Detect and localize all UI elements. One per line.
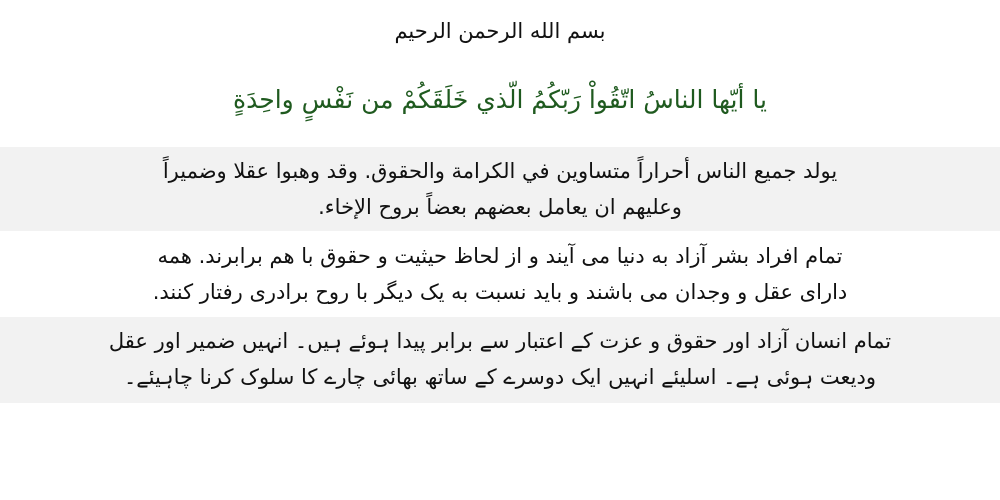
paragraph-urdu [0, 317, 1000, 403]
paragraph-arabic-line-1: يولد جميع الناس أحراراً متساوين في الكرامة والحقوق. وقد وهبوا عقلا وضميراً [162, 159, 838, 183]
paragraph-persian-line-1: تمام افراد بشر آزاد به دنيا می آيند و از لحاظ حيثيت و حقوق با هم برابرند. همه [157, 244, 843, 268]
paragraph-persian-line-2: دارای عقل و وجدان می باشند و بايد نسبت به يک ديگر با روح برادری رفتار کنند. [152, 280, 848, 304]
basmala-heading: بسم الله الرحمن الرحيم [394, 19, 606, 43]
paragraph-arabic [0, 147, 1000, 231]
paragraph-urdu-line-2: ودیعت ہوئی ہے۔ اسلیئے انہیں ایک دوسرے کے ساتھ بھائی چارے کا سلوک کرنا چاہیئے۔ [124, 365, 876, 389]
paragraph-urdu-line-1: تمام انسان آزاد اور حقوق و عزت کے اعتبار سے برابر پیدا ہوئے ہیں۔ انہیں ضمیر اور عقل [108, 329, 892, 353]
quran-verse: يا أيّها الناسُ اتّقُواْ رَبّكُمُ الّذي خَلَقَكُمْ من نَفْسٍ واحِدَةٍ [233, 85, 767, 114]
paragraph-arabic-line-2: وعليهم ان يعامل بعضهم بعضاً بروح الإخاء. [318, 195, 682, 219]
paragraph-persian [0, 232, 1000, 316]
